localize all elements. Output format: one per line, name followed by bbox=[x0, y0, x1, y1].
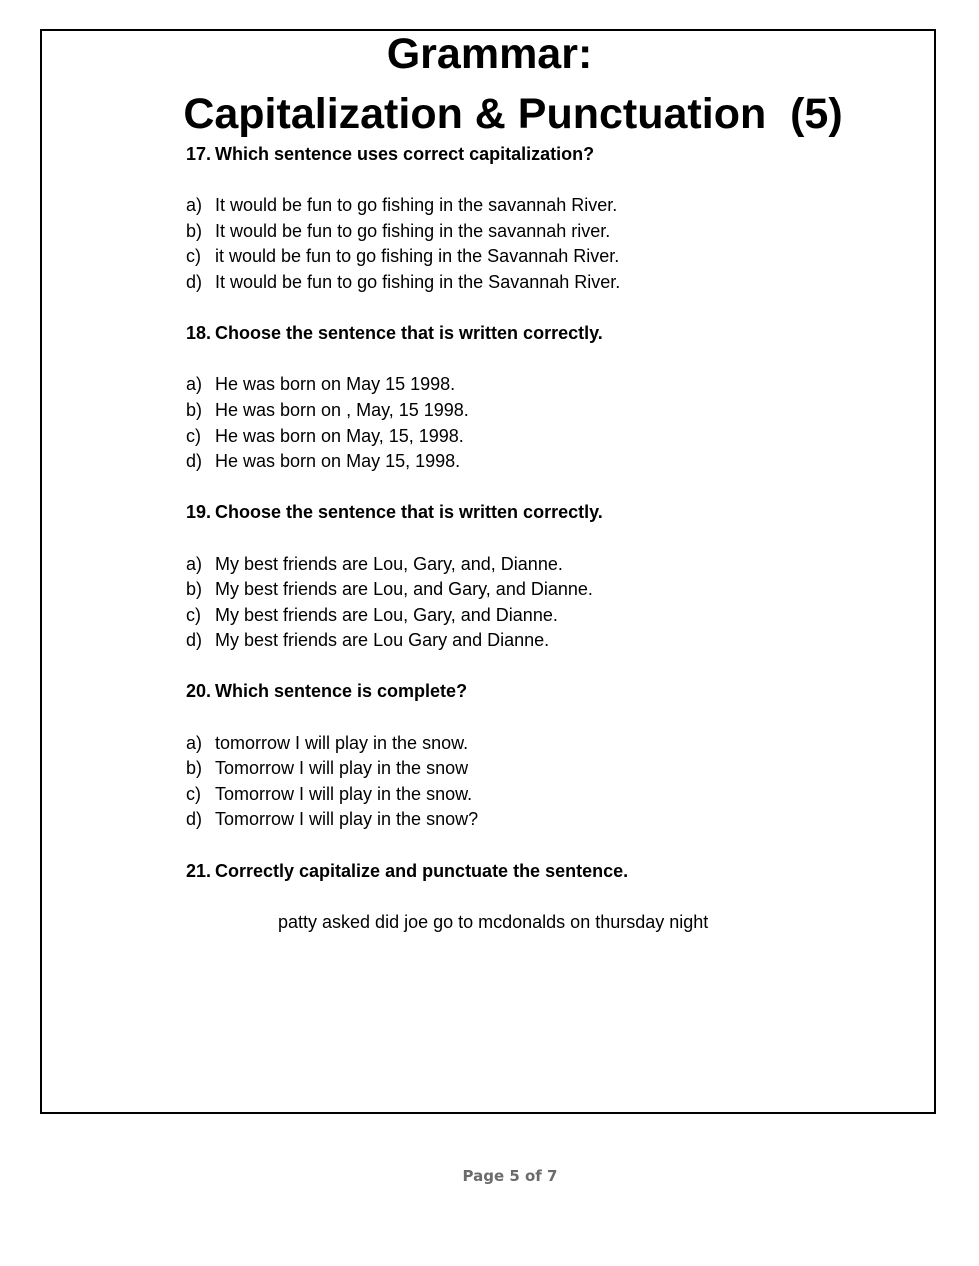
option-text: It would be fun to go fishing in the Savannah River. bbox=[215, 271, 621, 292]
option-18a bbox=[186, 372, 886, 398]
question-number: 20. bbox=[186, 681, 212, 702]
option-text: It would be fun to go fishing in the savannah river. bbox=[215, 220, 611, 241]
question-21 bbox=[186, 859, 886, 885]
option-letter: b) bbox=[186, 579, 203, 600]
option-20b bbox=[186, 756, 886, 782]
option-text: He was born on May 15, 1998. bbox=[215, 451, 461, 472]
spacer bbox=[186, 705, 886, 731]
question-number: 21. bbox=[186, 860, 212, 881]
option-20c bbox=[186, 782, 886, 808]
option-20a bbox=[186, 731, 886, 757]
question-text: Which sentence uses correct capitalization? bbox=[215, 144, 595, 164]
option-19b bbox=[186, 577, 886, 603]
option-18c bbox=[186, 424, 886, 450]
option-text: Tomorrow I will play in the snow. bbox=[215, 783, 473, 804]
option-19d bbox=[186, 628, 886, 654]
worksheet-content bbox=[186, 142, 886, 935]
option-letter: d) bbox=[186, 451, 203, 472]
option-text: My best friends are Lou, Gary, and Dianne. bbox=[215, 604, 558, 625]
question-number: 17. bbox=[186, 144, 212, 164]
option-letter: c) bbox=[186, 783, 201, 804]
option-letter: d) bbox=[186, 809, 203, 830]
option-text: Tomorrow I will play in the snow bbox=[215, 758, 469, 779]
option-text: It would be fun to go fishing in the savannah River. bbox=[215, 195, 618, 216]
option-letter: c) bbox=[186, 425, 201, 446]
spacer bbox=[186, 654, 886, 680]
question-text: Which sentence is complete? bbox=[215, 681, 468, 702]
question-19 bbox=[186, 500, 886, 526]
option-letter: b) bbox=[186, 758, 203, 779]
spacer bbox=[186, 833, 886, 859]
option-20d bbox=[186, 807, 886, 833]
option-letter: b) bbox=[186, 220, 203, 241]
spacer bbox=[186, 884, 886, 910]
spacer bbox=[186, 347, 886, 373]
option-letter: a) bbox=[186, 553, 203, 574]
option-text: Tomorrow I will play in the snow? bbox=[215, 809, 479, 830]
option-17d bbox=[186, 270, 886, 296]
option-17c bbox=[186, 244, 886, 270]
option-text: it would be fun to go fishing in the Savannah River. bbox=[215, 246, 620, 267]
option-text: He was born on , May, 15 1998. bbox=[215, 399, 469, 420]
option-text: My best friends are Lou, and Gary, and Dianne. bbox=[215, 579, 593, 600]
page-number-footer: Page 5 of 7 bbox=[462, 1167, 558, 1185]
option-text: My best friends are Lou, Gary, and, Dianne. bbox=[215, 553, 563, 574]
option-letter: c) bbox=[186, 246, 201, 267]
sentence-prompt: patty asked did joe go to mcdonalds on thursday night bbox=[278, 911, 709, 932]
option-19c bbox=[186, 603, 886, 629]
question-17 bbox=[186, 142, 886, 168]
question-text: Choose the sentence that is written correctly. bbox=[215, 323, 603, 344]
option-text: tomorrow I will play in the snow. bbox=[215, 732, 469, 753]
option-text: He was born on May 15 1998. bbox=[215, 374, 456, 395]
spacer bbox=[186, 475, 886, 501]
spacer bbox=[186, 296, 886, 322]
option-letter: c) bbox=[186, 604, 201, 625]
question-text: Choose the sentence that is written correctly. bbox=[215, 502, 603, 523]
page-title-line-1: Grammar: bbox=[386, 30, 593, 78]
question-number: 19. bbox=[186, 502, 212, 523]
question-18 bbox=[186, 321, 886, 347]
option-text: He was born on May, 15, 1998. bbox=[215, 425, 464, 446]
page-title-line-2: Capitalization & Punctuation (5) bbox=[183, 90, 843, 138]
option-letter: b) bbox=[186, 399, 203, 420]
option-19a bbox=[186, 552, 886, 578]
option-letter: a) bbox=[186, 732, 203, 753]
option-18b bbox=[186, 398, 886, 424]
option-letter: d) bbox=[186, 271, 203, 292]
option-17a bbox=[186, 193, 886, 219]
option-letter: d) bbox=[186, 630, 203, 651]
option-letter: a) bbox=[186, 374, 203, 395]
question-text: Correctly capitalize and punctuate the sentence. bbox=[215, 860, 629, 881]
question-20 bbox=[186, 679, 886, 705]
option-letter: a) bbox=[186, 195, 203, 216]
option-17b bbox=[186, 219, 886, 245]
spacer bbox=[186, 168, 886, 194]
option-18d bbox=[186, 449, 886, 475]
spacer bbox=[186, 526, 886, 552]
option-text: My best friends are Lou Gary and Dianne. bbox=[215, 630, 550, 651]
question-number: 18. bbox=[186, 323, 212, 344]
